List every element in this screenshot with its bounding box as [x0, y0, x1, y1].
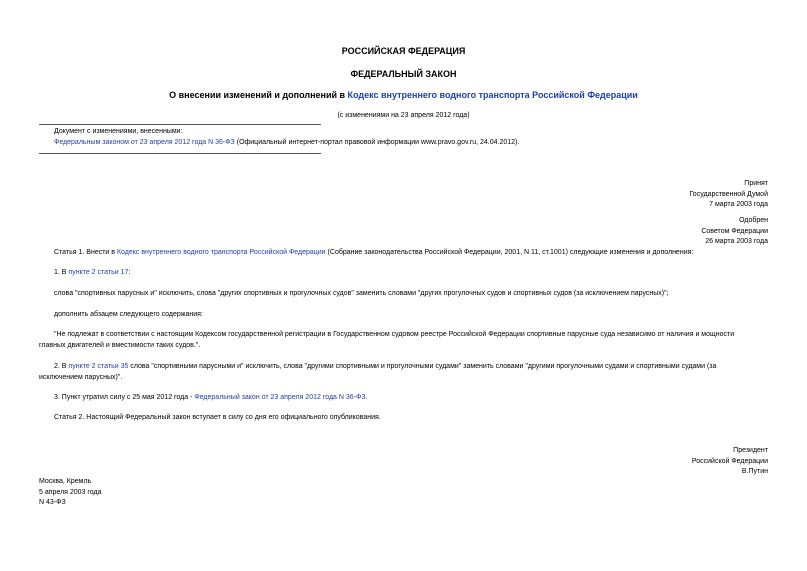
item-1-link[interactable]: пункте 2 статьи 17: [68, 269, 129, 276]
item-1-prefix: 1. В: [54, 269, 69, 276]
law-subtitle: (с изменениями на 23 апреля 2012 года): [337, 112, 470, 119]
law-title: [0, 90, 807, 100]
item-1-quote-line-1: "Не подлежат в соответствии с настоящим Кодексом государственной регистрации в Государственном судовом реестре Российской Федерации спортивные парусные суда независимо от наличия и мощности: [54, 331, 735, 338]
item-2-link[interactable]: пункте 2 статьи 35: [68, 363, 129, 370]
approved-line: 26 марта 2003 года: [705, 238, 768, 245]
place-date-block: [39, 477, 102, 509]
country-heading: РОССИЙСКАЯ ФЕДЕРАЦИЯ: [341, 46, 466, 56]
signature-line: Российской Федерации: [691, 457, 768, 465]
accepted-line: Государственной Думой: [689, 190, 768, 198]
amendments-link[interactable]: Федеральным законом от 23 апреля 2012 года N 36-ФЗ: [54, 139, 235, 146]
item-3: [54, 394, 368, 401]
place-line: Москва, Кремль: [39, 478, 92, 485]
item-2-line-1: [54, 363, 716, 370]
amendments-caption: Документ с изменениями, внесенными:: [54, 128, 183, 135]
amendments-bottom-divider: [39, 153, 321, 154]
date-line: 5 апреля 2003 года: [39, 488, 102, 496]
approved-line: Одобрен: [739, 217, 768, 224]
item-1: [54, 269, 130, 276]
amendments-entry: [54, 139, 519, 146]
item-1-quote-line-2: главных двигателей и вместимости таких судов.".: [39, 342, 201, 349]
amendments-top-divider: [39, 124, 321, 125]
accepted-line: Принят: [744, 180, 768, 187]
article-1-code-link[interactable]: Кодекс внутреннего водного транспорта Российской Федерации: [116, 249, 326, 256]
law-number-line: N 43-ФЗ: [39, 499, 66, 506]
amendments-source: (Официальный интернет-портал правовой информации www.pravo.gov.ru, 24.04.2012).: [234, 139, 520, 146]
item-2-suffix: слова "спортивными парусными и" исключить, слова "другими спортивными и прогулочными судами" заменить словами "другими прогулочными судами и спортивными судами (за: [128, 363, 717, 370]
law-type-heading: ФЕДЕРАЛЬНЫЙ ЗАКОН: [350, 69, 457, 79]
law-title-prefix: О внесении изменений и дополнений в: [169, 90, 348, 100]
law-title-link[interactable]: Кодекс внутреннего водного транспорта Российской Федерации: [347, 90, 638, 100]
item-2-prefix: 2. В: [54, 363, 69, 370]
article-1-suffix: (Собрание законодательства Российской Федерации, 2001, N 11, ст.1001) следующие изменения и дополнения:: [325, 249, 694, 256]
item-3-suffix: .: [365, 394, 368, 401]
item-3-link[interactable]: Федеральный закон от 23 апреля 2012 года N 36-ФЗ: [194, 394, 366, 401]
signature-line: В.Путин: [741, 468, 768, 475]
article-2: Статья 2. Настоящий Федеральный закон вступает в силу со дня его официального опубликования.: [54, 414, 381, 421]
item-1-suffix: :: [128, 269, 131, 276]
accepted-block: [689, 179, 768, 211]
signature-line: Президент: [733, 447, 768, 454]
article-1: [54, 249, 693, 256]
accepted-line: 7 марта 2003 года: [709, 201, 768, 208]
signature-block: [692, 446, 768, 478]
item-1-add: дополнить абзацем следующего содержания:: [54, 311, 203, 318]
item-3-prefix: 3. Пункт утратил силу с 25 мая 2012 года -: [54, 394, 195, 401]
item-2-line-2: исключением парусных)".: [39, 374, 123, 381]
approved-line: Советом Федерации: [701, 227, 768, 235]
approved-block: [701, 216, 768, 248]
article-1-prefix: Статья 1. Внести в: [54, 249, 117, 256]
item-1-words: слова "спортивных парусных и" исключить, слова "других спортивных и прогулочных судов" заменить словами "других прогулочных судов и спортивных судов (за исключением парусных)";: [54, 290, 669, 297]
